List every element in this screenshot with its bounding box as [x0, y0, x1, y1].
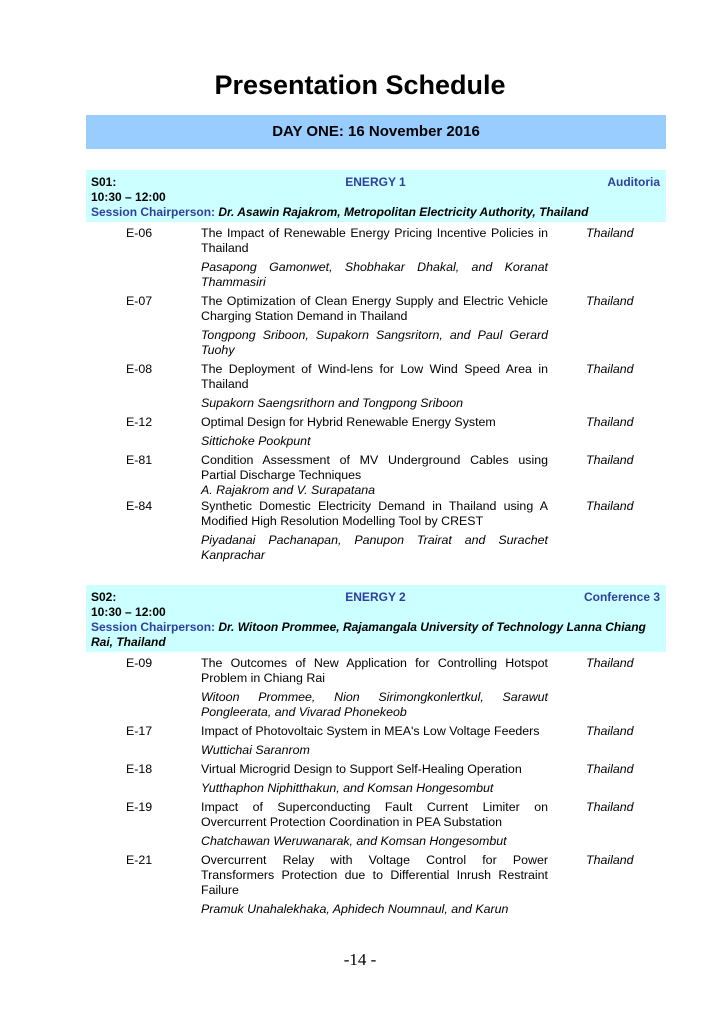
paper-authors: Witoon Prommee, Nion Sirimongkonlertkul, Sarawut Pongleerata, and Vivarad Phonekeob — [201, 690, 548, 719]
paper-title: The Deployment of Wind-lens for Low Wind Speed Area in Thailand — [201, 362, 548, 391]
paper-row — [86, 499, 666, 563]
chair-label: Session Chairperson: — [91, 205, 216, 219]
session-s02 — [86, 585, 666, 917]
paper-row — [86, 294, 666, 358]
paper-title: Overcurrent Relay with Voltage Control for Power Transformers Protection due to Differential Inrush Restraint Failure — [201, 853, 548, 897]
paper-title: Impact of Superconducting Fault Current Limiter on Overcurrent Protection Coordination in PEA Substation — [201, 800, 548, 829]
paper-country: Thailand — [586, 762, 634, 776]
paper-authors: A. Rajakrom and V. Surapatana — [201, 483, 376, 497]
paper-code: E-08 — [126, 362, 153, 376]
paper-row — [86, 226, 666, 290]
paper-country: Thailand — [586, 415, 634, 429]
paper-country: Thailand — [586, 294, 634, 308]
paper-authors: Pasapong Gamonwet, Shobhakar Dhakal, and Koranat Thammasiri — [201, 260, 548, 289]
paper-code: E-17 — [126, 724, 153, 738]
paper-row — [86, 415, 666, 449]
paper-list — [86, 226, 666, 563]
paper-authors: Pramuk Unahalekhaka, Aphidech Noumnaul, and Karun — [201, 902, 509, 916]
paper-code: E-84 — [126, 499, 153, 513]
paper-authors: Sittichoke Pookpunt — [201, 434, 311, 448]
paper-title: Synthetic Domestic Electricity Demand in Thailand using A Modified High Resolution Modelling Tool by CREST — [201, 499, 548, 528]
session-room: Auditoria — [607, 175, 660, 189]
paper-country: Thailand — [586, 226, 634, 240]
paper-title: Optimal Design for Hybrid Renewable Energy System — [201, 415, 496, 429]
paper-row — [86, 453, 666, 498]
session-id: S01: — [91, 175, 117, 189]
paper-code: E-81 — [126, 453, 153, 467]
paper-country: Thailand — [586, 800, 634, 814]
paper-code: E-21 — [126, 853, 153, 867]
session-header — [86, 170, 666, 222]
paper-row — [86, 762, 666, 796]
session-header — [86, 585, 666, 652]
paper-authors: Wuttichai Saranrom — [201, 743, 310, 757]
paper-title: Virtual Microgrid Design to Support Self-Healing Operation — [201, 762, 522, 776]
paper-title: The Impact of Renewable Energy Pricing Incentive Policies in Thailand — [201, 226, 548, 255]
paper-row — [86, 853, 666, 917]
session-time: 10:30 – 12:00 — [91, 190, 166, 204]
page-number: -14 - — [343, 950, 377, 969]
paper-country: Thailand — [586, 656, 634, 670]
paper-country: Thailand — [586, 853, 634, 867]
paper-country: Thailand — [586, 499, 634, 513]
paper-code: E-06 — [126, 226, 153, 240]
paper-row — [86, 800, 666, 849]
session-time: 10:30 – 12:00 — [91, 605, 166, 619]
day-header: DAY ONE: 16 November 2016 — [86, 115, 666, 149]
session-s01 — [86, 170, 666, 563]
paper-title: The Outcomes of New Application for Controlling Hotspot Problem in Chiang Rai — [201, 656, 548, 685]
paper-title: Condition Assessment of MV Underground Cables using Partial Discharge Techniques — [201, 453, 548, 482]
paper-title: The Optimization of Clean Energy Supply and Electric Vehicle Charging Station Demand in Thailand — [201, 294, 548, 323]
paper-country: Thailand — [586, 453, 634, 467]
paper-authors: Supakorn Saengsrithorn and Tongpong Sriboon — [201, 396, 464, 410]
session-chair-line — [91, 620, 660, 650]
chair-label: Session Chairperson: — [91, 620, 216, 634]
paper-country: Thailand — [586, 362, 634, 376]
session-title: ENERGY 2 — [345, 590, 406, 604]
session-room: Conference 3 — [583, 590, 660, 604]
paper-authors: Chatchawan Weruwanarak, and Komsan Hongesombut — [201, 834, 507, 848]
session-title: ENERGY 1 — [345, 175, 406, 189]
paper-country: Thailand — [586, 724, 634, 738]
paper-title: Impact of Photovoltaic System in MEA's Low Voltage Feeders — [201, 724, 540, 738]
paper-code: E-12 — [126, 415, 153, 429]
paper-code: E-19 — [126, 800, 153, 814]
paper-code: E-09 — [126, 656, 153, 670]
session-chair-line — [91, 205, 660, 220]
paper-code: E-07 — [126, 294, 153, 308]
paper-authors: Yutthaphon Niphitthakun, and Komsan Hongesombut — [201, 781, 494, 795]
paper-row — [86, 724, 666, 758]
paper-code: E-18 — [126, 762, 153, 776]
chair-name: Dr. Witoon Prommee, Rajamangala University of Technology Lanna Chiang Rai, Thailand — [91, 620, 646, 649]
session-id: S02: — [91, 590, 117, 604]
paper-row — [86, 656, 666, 720]
paper-list — [86, 656, 666, 917]
paper-row — [86, 362, 666, 411]
paper-authors: Piyadanai Pachanapan, Panupon Trairat and Surachet Kanprachar — [201, 533, 548, 562]
chair-name: Dr. Asawin Rajakrom, Metropolitan Electricity Authority, Thailand — [215, 205, 589, 219]
paper-authors: Tongpong Sriboon, Supakorn Sangsritorn, and Paul Gerard Tuohy — [201, 328, 548, 357]
page-title: Presentation Schedule — [214, 70, 506, 100]
